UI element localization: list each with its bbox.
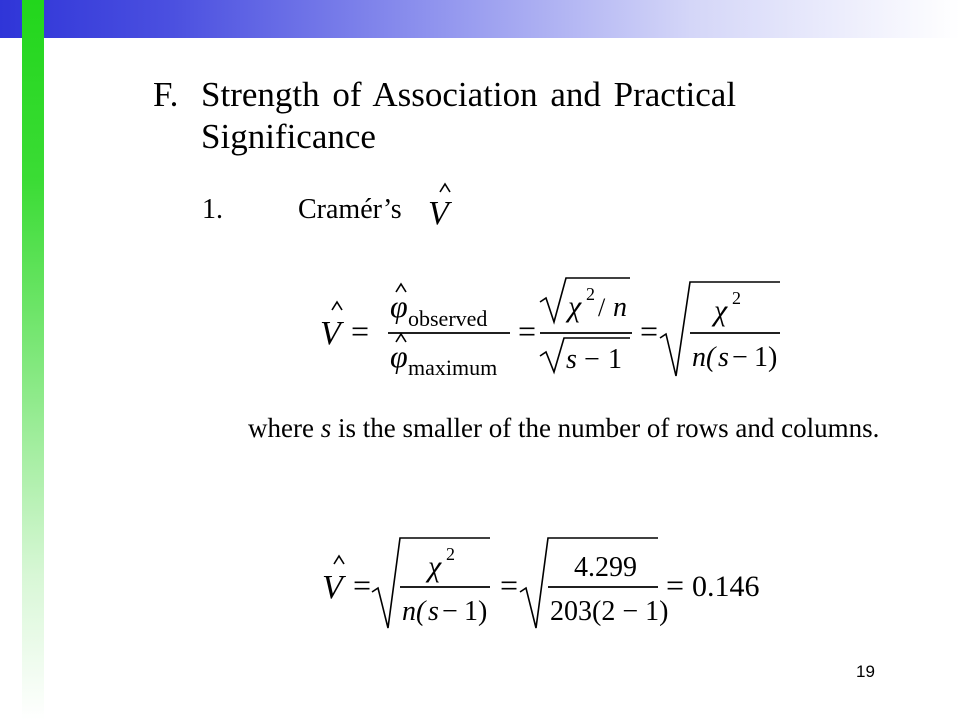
f1-s-big: s <box>718 342 729 373</box>
f2-s: s <box>428 596 439 627</box>
f2-result: 0.146 <box>692 570 760 603</box>
description-text <box>248 398 888 458</box>
v-hat-letter: V <box>428 195 449 232</box>
f1-sub-observed: observed <box>408 306 488 331</box>
f1-chi-big: χ <box>714 294 728 327</box>
item-label: Cramér’s <box>298 194 402 225</box>
f2-equals-3: = <box>666 567 685 603</box>
page-number: 19 <box>856 662 875 681</box>
f1-n-top: n <box>613 292 627 323</box>
f1-close-big: ) <box>768 342 778 373</box>
f1-equals-1: = <box>351 313 370 349</box>
f2-lhs-v: V <box>322 569 343 606</box>
section-title: Strength of Association and Practical Significance <box>201 75 737 156</box>
f1-sub-maximum: maximum <box>408 355 498 380</box>
description-post: is the smaller of the number of rows and columns. <box>331 413 880 443</box>
v-hat-symbol <box>426 180 466 232</box>
f2-minus: − <box>442 596 458 627</box>
hat-mark <box>440 184 450 192</box>
f1-slash: / <box>598 293 606 322</box>
section-letter: F. <box>153 75 179 114</box>
f2-close: ) <box>478 596 488 627</box>
f2-chi: χ <box>428 550 442 583</box>
f1-one-big: 1 <box>754 342 768 373</box>
f1-lhs-v: V <box>320 315 341 352</box>
f1-exp-top: 2 <box>586 284 595 304</box>
f2-equals-1: = <box>353 567 372 603</box>
side-decoration-bar <box>22 0 44 720</box>
f1-chi-top: χ <box>568 290 582 323</box>
f1-phi-top: φ <box>390 288 408 324</box>
description-variable: s <box>320 413 332 443</box>
top-decoration-bar <box>0 0 960 38</box>
f1-minus-big: − <box>732 342 748 373</box>
f2-one: 1 <box>464 596 478 627</box>
f1-phi-bottom: φ <box>390 338 408 374</box>
f1-one-bottom: 1 <box>608 344 622 375</box>
f1-n-open: n( <box>692 342 716 373</box>
f2-lhs-hat <box>334 556 344 564</box>
f1-s-bottom: s <box>566 344 577 375</box>
f1-equals-3: = <box>640 313 659 349</box>
description-pre: where <box>248 413 321 443</box>
f2-exp: 2 <box>446 544 455 564</box>
formula-cramers-v-definition <box>318 272 788 382</box>
f2-equals-2: = <box>500 567 519 603</box>
f2-numerator: 4.299 <box>574 552 637 583</box>
f2-n-open: n( <box>402 596 426 627</box>
f1-lhs-hat <box>332 302 342 310</box>
f1-equals-2: = <box>518 313 537 349</box>
f1-exp-big: 2 <box>732 288 741 308</box>
item-number: 1. <box>202 194 223 225</box>
formula-cramers-v-example <box>320 536 790 636</box>
f2-denominator: 203(2 − 1) <box>550 596 669 627</box>
f1-minus-bottom: − <box>584 344 600 375</box>
